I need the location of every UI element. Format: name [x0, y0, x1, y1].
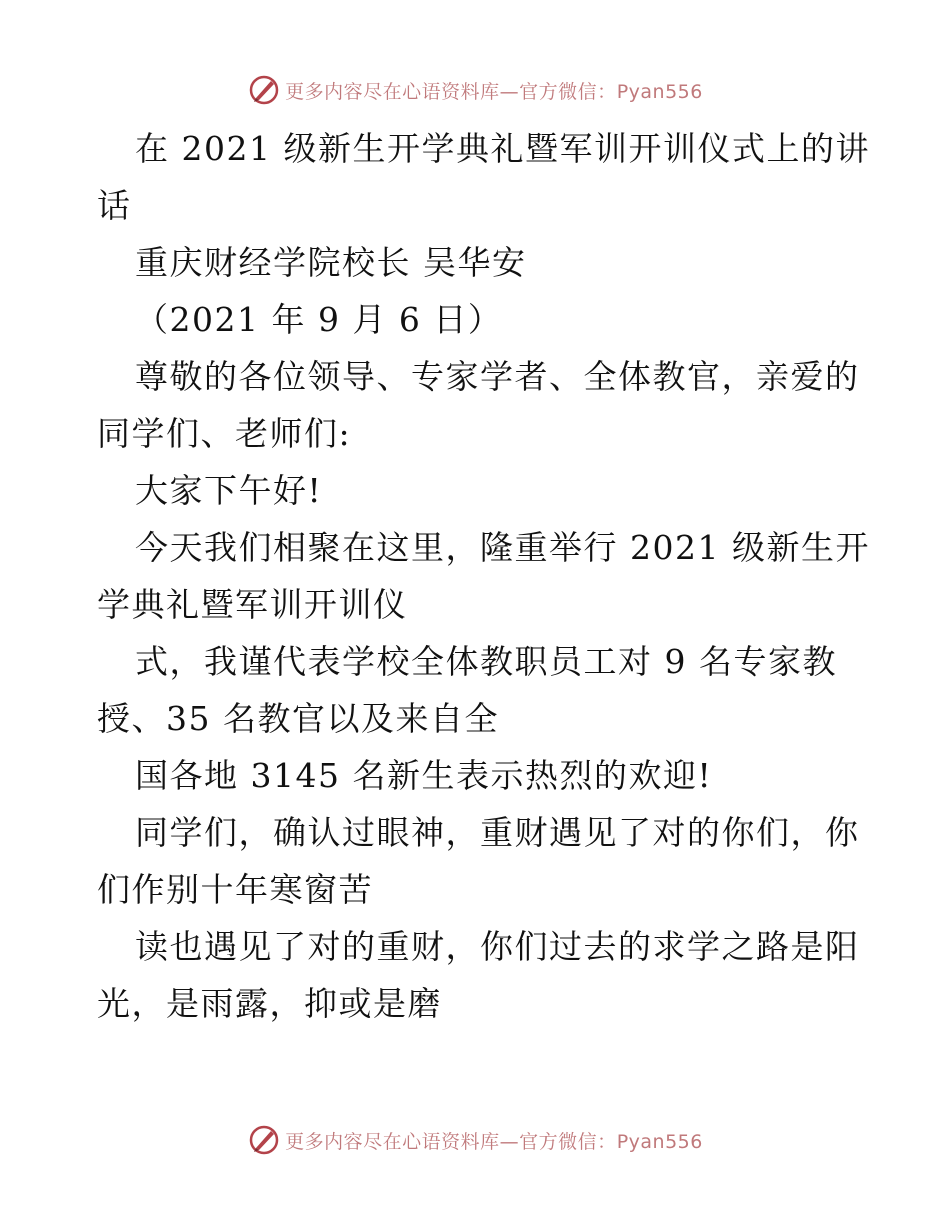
text-line: 读也遇见了对的重财，你们过去的求学之路是阳 — [135, 927, 860, 966]
banner-text — [285, 1127, 703, 1154]
text-line: 尊敬的各位领导、专家学者、全体教官，亲爱的 — [135, 357, 860, 396]
text-line: 学典礼暨军训开训仪 — [97, 585, 408, 624]
banner-wechat-id: Pyan556 — [616, 80, 703, 103]
banner-wechat-id: Pyan556 — [616, 1130, 703, 1153]
banner-slogan: 更多内容尽在心语资料库 — [285, 1130, 500, 1153]
banner-dash: — — [499, 80, 520, 103]
banner-text — [285, 77, 703, 104]
banner-slogan: 更多内容尽在心语资料库 — [285, 80, 500, 103]
quill-logo-icon — [247, 73, 281, 107]
text-line: （2021 年 9 月 6 日） — [135, 300, 503, 339]
text-line: 式，我谨代表学校全体教职员工对 9 名专家教 — [135, 642, 837, 681]
text-line: 今天我们相聚在这里，隆重举行 2021 级新生开 — [135, 528, 870, 567]
text-line: 光，是雨露，抑或是磨 — [97, 984, 442, 1023]
quill-logo-icon — [247, 1123, 281, 1157]
banner-wechat-label: 官方微信： — [519, 80, 617, 103]
footer-watermark-banner — [0, 1120, 950, 1160]
text-line: 话 — [97, 186, 132, 225]
text-line: 国各地 3145 名新生表示热烈的欢迎! — [135, 756, 713, 795]
text-line: 们作别十年寒窗苦 — [97, 870, 373, 909]
text-line: 同学们，确认过眼神，重财遇见了对的你们，你 — [135, 813, 860, 852]
text-line: 在 2021 级新生开学典礼暨军训开训仪式上的讲 — [135, 129, 870, 168]
text-line: 大家下午好! — [135, 471, 323, 510]
banner-dash: — — [499, 1130, 520, 1153]
header-watermark-banner — [0, 70, 950, 110]
document-body — [97, 120, 870, 1032]
text-line: 授、35 名教官以及来自全 — [97, 699, 499, 738]
text-line: 同学们、老师们: — [97, 414, 352, 453]
text-line: 重庆财经学院校长 吴华安 — [135, 243, 527, 282]
banner-wechat-label: 官方微信： — [519, 1130, 617, 1153]
